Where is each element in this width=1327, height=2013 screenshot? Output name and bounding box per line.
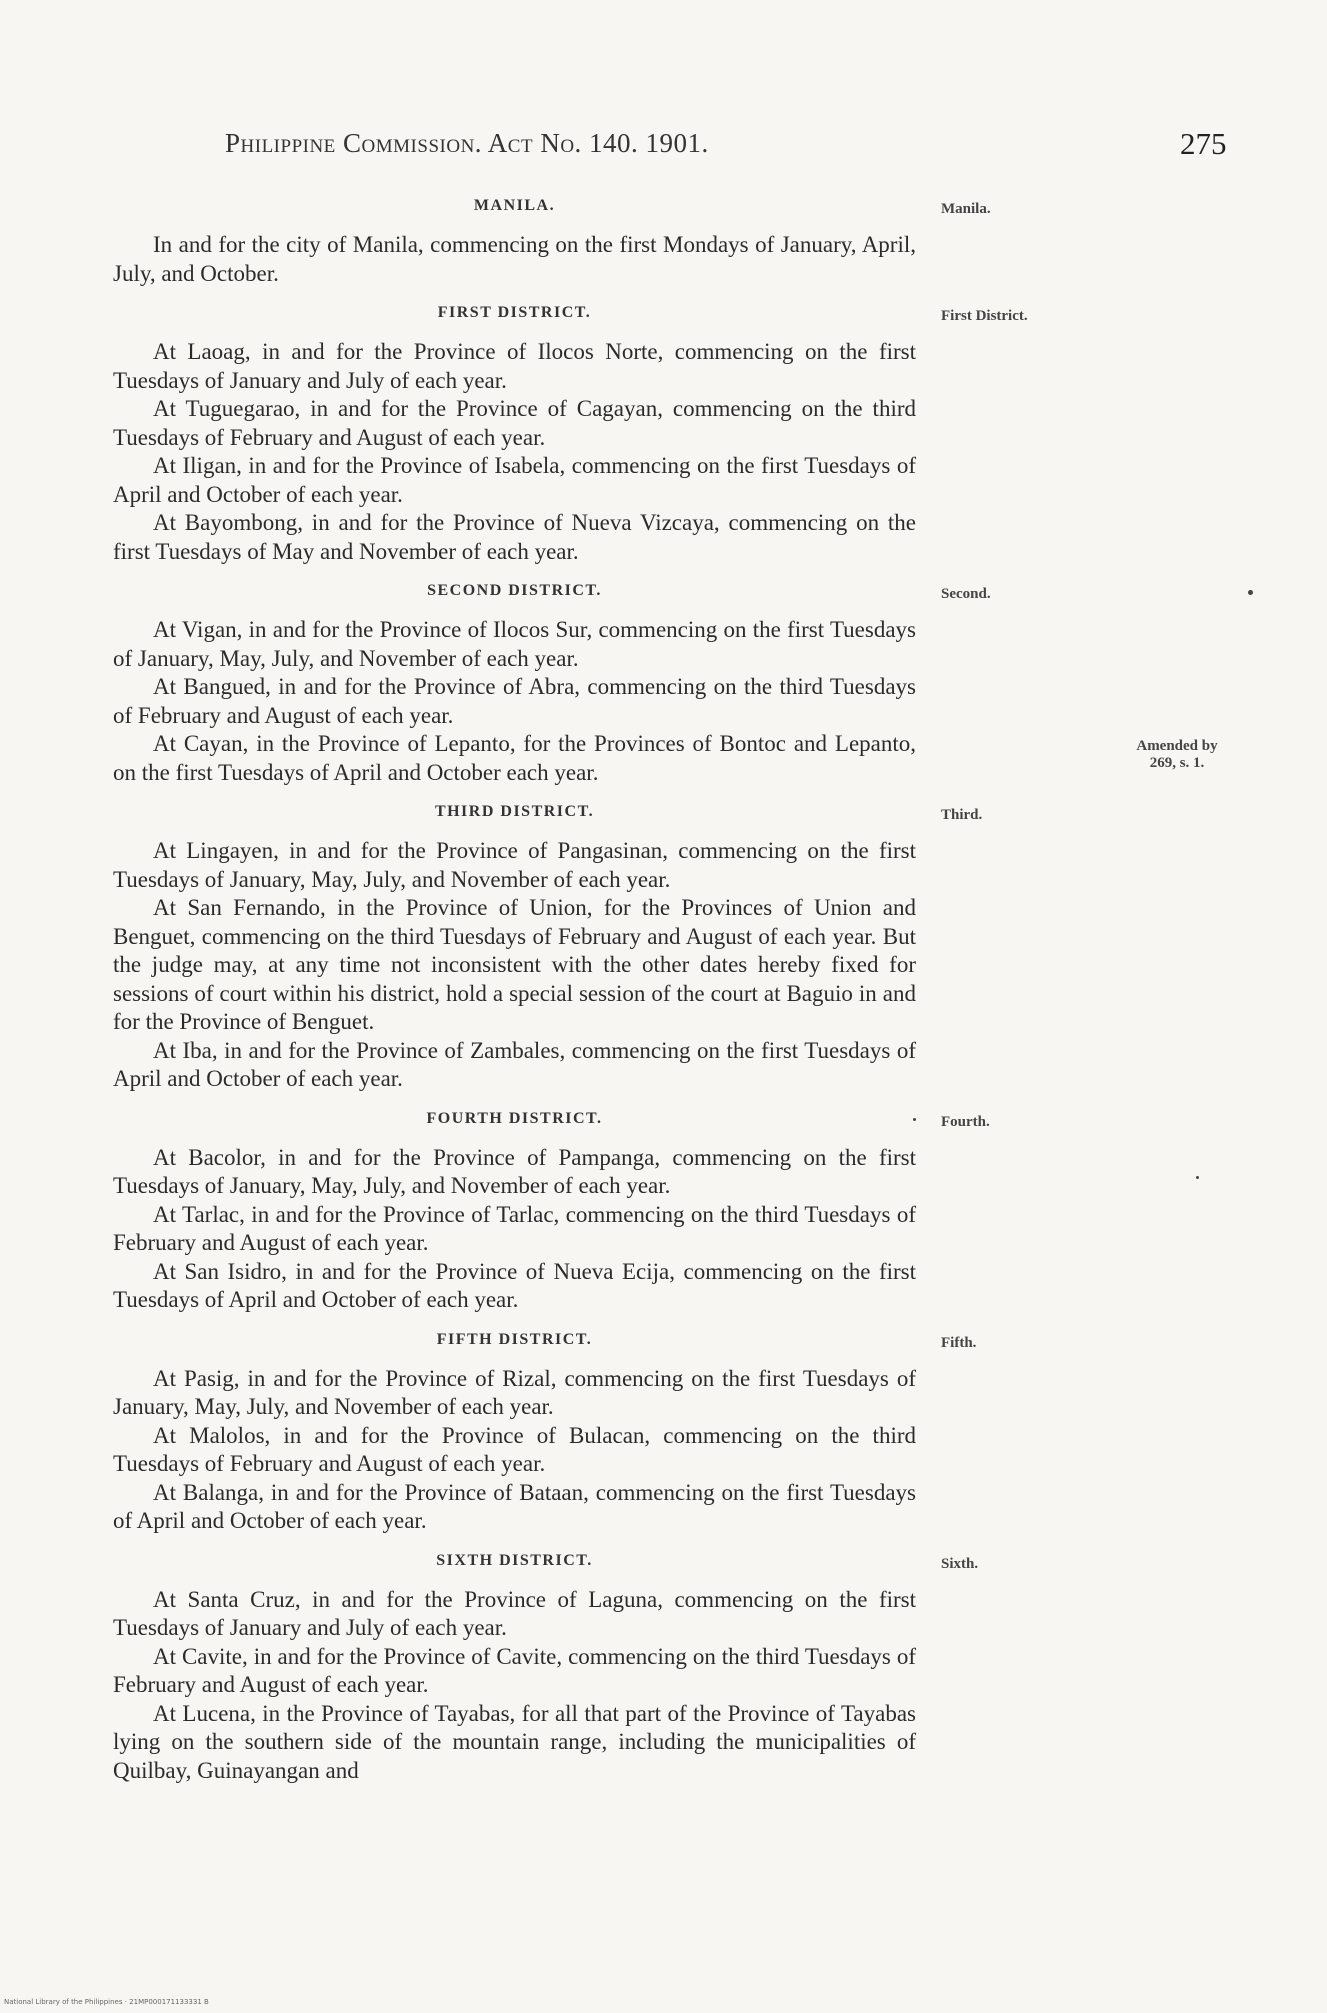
paragraph: At Bacolor, in and for the Province of Pampanga, commencing on the first Tuesdays of January, May, July, and November of each year. xyxy=(113,1144,916,1198)
paragraph: At Pasig, in and for the Province of Rizal, commencing on the first Tuesdays of January, May, July, and November of each year. xyxy=(113,1365,916,1419)
section-manila xyxy=(113,195,991,288)
margin-note: Fifth. xyxy=(941,1334,977,1351)
scan-speck xyxy=(1248,590,1253,595)
amendment-note: Amended by 269, s. 1. xyxy=(1136,738,1218,771)
scan-speck xyxy=(1196,1176,1199,1179)
margin-note: Second. xyxy=(941,586,991,602)
paragraph: At Lingayen, in and for the Province of Pangasinan, commencing on the first Tuesdays of January, May, July, and November of each year. xyxy=(113,838,916,892)
paragraph: At Vigan, in and for the Province of Ilocos Sur, commencing on the first Tuesdays of January, May, July, and November of each year. xyxy=(113,617,916,671)
paragraph: At San Fernando, in the Province of Union, for the Provinces of Union and Benguet, commencing on the third Tuesdays of February and August of each year. But the judge may, at any time not inconsistent with the other dates hereby fixed for sessions of court within his district, hold a special session of the court at Baguio in and for the Province of Benguet. xyxy=(113,895,916,1034)
section-fourth-district xyxy=(113,1108,990,1315)
paragraph: At Cavite, in and for the Province of Cavite, commencing on the third Tuesdays of February and August of each year. xyxy=(113,1643,916,1697)
margin-note: Manila. xyxy=(941,201,991,217)
section-second-district xyxy=(113,580,991,787)
scan-speck xyxy=(913,1118,916,1121)
section-sixth-district xyxy=(113,1550,979,1786)
paragraph: At Balanga, in and for the Province of Bataan, commencing on the first Tuesdays of April and October of each year. xyxy=(113,1479,916,1533)
section-heading: SECOND DISTRICT. xyxy=(427,582,602,599)
margin-note: Fourth. xyxy=(941,1113,990,1130)
section-heading: FIRST DISTRICT. xyxy=(437,304,592,321)
section-fifth-district xyxy=(113,1329,977,1536)
section-heading: FOURTH DISTRICT. xyxy=(426,1109,603,1127)
paragraph: In and for the city of Manila, commencing on the first Mondays of January, April, July, and October. xyxy=(113,232,916,286)
paragraph: At Bangued, in and for the Province of Abra, commencing on the third Tuesdays of February and August of each year. xyxy=(113,674,916,728)
margin-note: First District. xyxy=(941,308,1028,324)
section-heading: THIRD DISTRICT. xyxy=(434,803,595,820)
paragraph: At Iba, in and for the Province of Zambales, commencing on the first Tuesdays of April and October of each year. xyxy=(113,1037,916,1091)
body-text xyxy=(113,195,1028,1785)
section-heading: FIFTH DISTRICT. xyxy=(436,1330,593,1348)
paragraph: At Lucena, in the Province of Tayabas, for all that part of the Province of Tayabas lying on the southern side of the mountain range, including the municipalities of Quilbay, Guinayangan and xyxy=(113,1700,916,1783)
margin-note: Third. xyxy=(941,807,983,823)
margin-note: Sixth. xyxy=(941,1555,979,1572)
page-number: 275 xyxy=(1180,126,1227,161)
section-first-district xyxy=(113,302,1028,566)
running-header: Philippine Commission. Act No. 140. 1901. xyxy=(225,128,709,158)
paragraph: At Bayombong, in and for the Province of Nueva Vizcaya, commencing on the first Tuesdays of May and November of each year. xyxy=(113,510,916,564)
paragraph: At Tarlac, in and for the Province of Tarlac, commencing on the third Tuesdays of February and August of each year. xyxy=(113,1201,916,1255)
section-heading: SIXTH DISTRICT. xyxy=(436,1551,593,1569)
paragraph: At Santa Cruz, in and for the Province of Laguna, commencing on the first Tuesdays of January and July of each year. xyxy=(113,1586,916,1640)
scan-footer-stamp: National Library of the Philippines · 21MP000171133331 B xyxy=(4,1998,209,2006)
paragraph: At Cayan, in the Province of Lepanto, for the Provinces of Bontoc and Lepanto, on the first Tuesdays of April and October each year. xyxy=(113,731,916,785)
paragraph: At Malolos, in and for the Province of Bulacan, commencing on the third Tuesdays of February and August of each year. xyxy=(113,1422,916,1476)
paragraph: At Iligan, in and for the Province of Isabela, commencing on the first Tuesdays of April and October of each year. xyxy=(113,453,916,507)
section-third-district xyxy=(113,801,983,1094)
paragraph: At Tuguegarao, in and for the Province of Cagayan, commencing on the third Tuesdays of February and August of each year. xyxy=(113,396,916,450)
paragraph: At Laoag, in and for the Province of Ilocos Norte, commencing on the first Tuesdays of January and July of each year. xyxy=(113,339,916,393)
paragraph: At San Isidro, in and for the Province of Nueva Ecija, commencing on the first Tuesdays of April and October of each year. xyxy=(113,1258,916,1312)
section-heading: MANILA. xyxy=(473,197,556,214)
